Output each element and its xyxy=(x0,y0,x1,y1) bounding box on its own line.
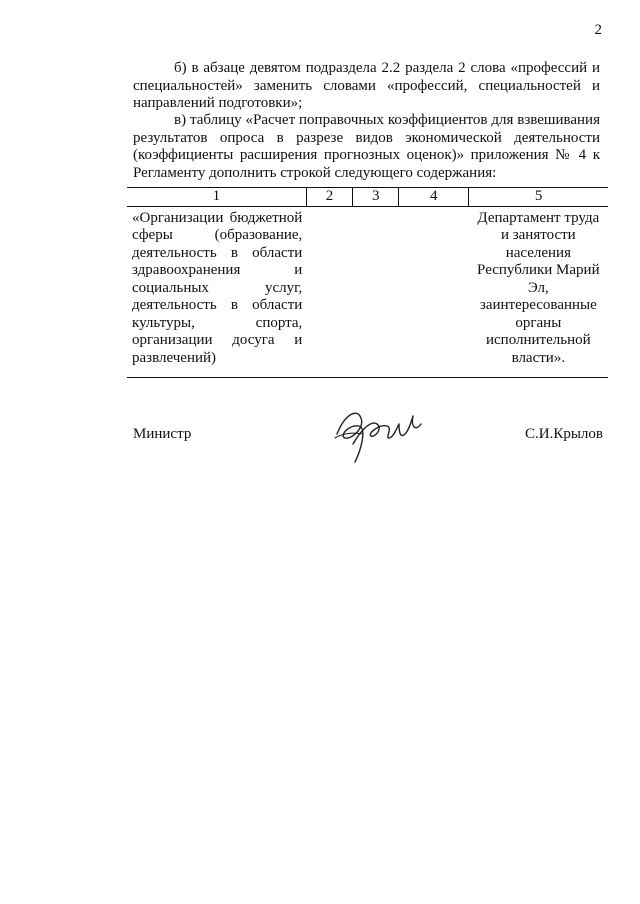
table-header-cell: 3 xyxy=(353,188,399,207)
coefficient-table xyxy=(127,187,608,378)
paragraph-v: в) таблицу «Расчет поправочных коэффициентов для взвешивания результатов опроса в разрезе видов экономической деятельности (коэффициенты расширения прогнозных оценок)» приложения № 4 к Регламенту дополнить строкой следующего содержания: xyxy=(133,112,600,181)
table-header-row xyxy=(127,188,608,207)
table-row xyxy=(127,206,608,378)
organizations-text: «Организации бюджетной сферы (образование, деятельность в области здравоохранения и социальных услуг, деятельность в области культуры, спорта, организации досуга и развлечений) xyxy=(132,209,303,366)
table-header-cell: 5 xyxy=(469,188,608,207)
signer-title: Министр xyxy=(133,426,192,442)
table-header-cell: 1 xyxy=(127,188,306,207)
table-cell-empty xyxy=(399,206,469,378)
table-cell-empty xyxy=(353,206,399,378)
department-text: Департамент труда и занятости населения Республики Марий Эл, заинтересованные органы исполнительной власти». xyxy=(477,209,600,366)
table-cell-organizations xyxy=(127,206,306,378)
page-number: 2 xyxy=(594,22,602,38)
signature-block xyxy=(133,418,603,478)
table-cell-department xyxy=(469,206,608,378)
table-header-cell: 4 xyxy=(399,188,469,207)
handwritten-signature xyxy=(331,404,426,466)
paragraph-b: б) в абзаце девятом подраздела 2.2 раздела 2 слова «профессий и специальностей» заменить словами «профессий, специальностей и направлений подготовки»; xyxy=(133,60,600,111)
table-header-cell: 2 xyxy=(306,188,352,207)
signer-name: С.И.Крылов xyxy=(525,426,603,442)
table-cell-empty xyxy=(306,206,352,378)
